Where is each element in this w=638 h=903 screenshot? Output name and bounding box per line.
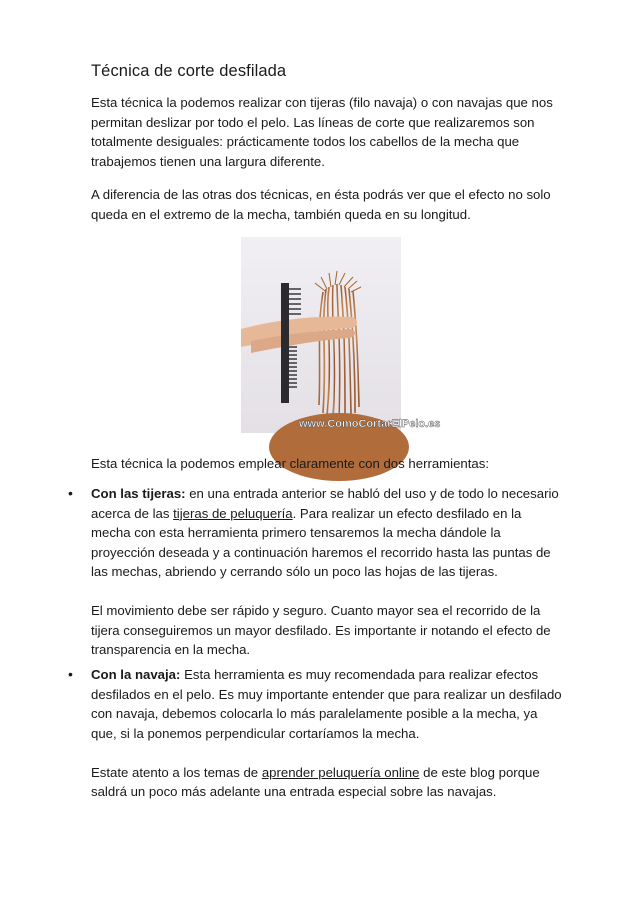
bullet-icon: • [68, 485, 73, 501]
bullet-2-text: Esta herramienta es muy recomendada para realizar efectos desfilados en el pelo. Es muy importante entender que para realizar un desfilado con navaja, debemos colocarla lo más paralelamente posible a la mecha, ya que, si la ponemos perpendicular cortaríamos la mecha. [91, 667, 562, 741]
bullet-1-second-paragraph: El movimiento debe ser rápido y seguro. Cuanto mayor sea el recorrido de la tijera conseguiremos un mayor desfilado. Es importante ir notando el efecto de transparencia en la mecha. [91, 603, 551, 657]
aprender-peluqueria-link[interactable]: aprender peluquería online [261, 764, 420, 780]
bullet-1-paragraph [91, 484, 563, 582]
page-title: Técnica de corte desfilada [91, 62, 287, 80]
bullet-1-text-b: . Para realizar un efecto desfilado en la mecha con esta herramienta primero tensaremos la mecha dándole la proyección deseada y a continuación haremos el recorrido hasta las puntas de las mechas, abriendo y cerrando sólo un poco las hojas de las tijeras. [91, 505, 551, 579]
tijeras-link[interactable]: tijeras de peluquería [173, 505, 293, 521]
hair-cutting-photo [241, 237, 441, 433]
paragraph-intro: Esta técnica la podemos realizar con tijeras (filo navaja) o con navajas que nos permitan deslizar por todo el pelo. Las líneas de corte que realizaremos son totalmente desiguales: prácticamente todos los cabellos de la mecha que trabajemos tienen una largura diferente. [91, 95, 553, 169]
paragraph-difference: A diferencia de las otras dos técnicas, en ésta podrás ver que el efecto no solo queda en el extremo de la mecha, también queda en su longitud. [91, 187, 551, 222]
bullet-icon: • [68, 666, 73, 682]
bullet-2-text-c: Estate atento a los temas de [91, 764, 262, 780]
image-watermark: www.ComoCortarElPelo.es [299, 418, 441, 430]
bullet-2-heading: Con la navaja: [91, 667, 181, 682]
paragraph-tools: Esta técnica la podemos emplear claramente con dos herramientas: [91, 456, 490, 471]
bullet-1-heading: Con las tijeras: [91, 486, 186, 501]
hair-cutting-illustration [241, 237, 441, 433]
bullet-2-text-d: de este blog porque saldrá un poco más adelante una entrada especial sobre las navajas. [91, 764, 540, 799]
bullet-2-second-paragraph [91, 763, 563, 802]
bullet-2-paragraph [91, 665, 563, 743]
bullet-1-text-a: en una entrada anterior se habló del uso y de todo lo necesario acerca de las [91, 486, 559, 521]
